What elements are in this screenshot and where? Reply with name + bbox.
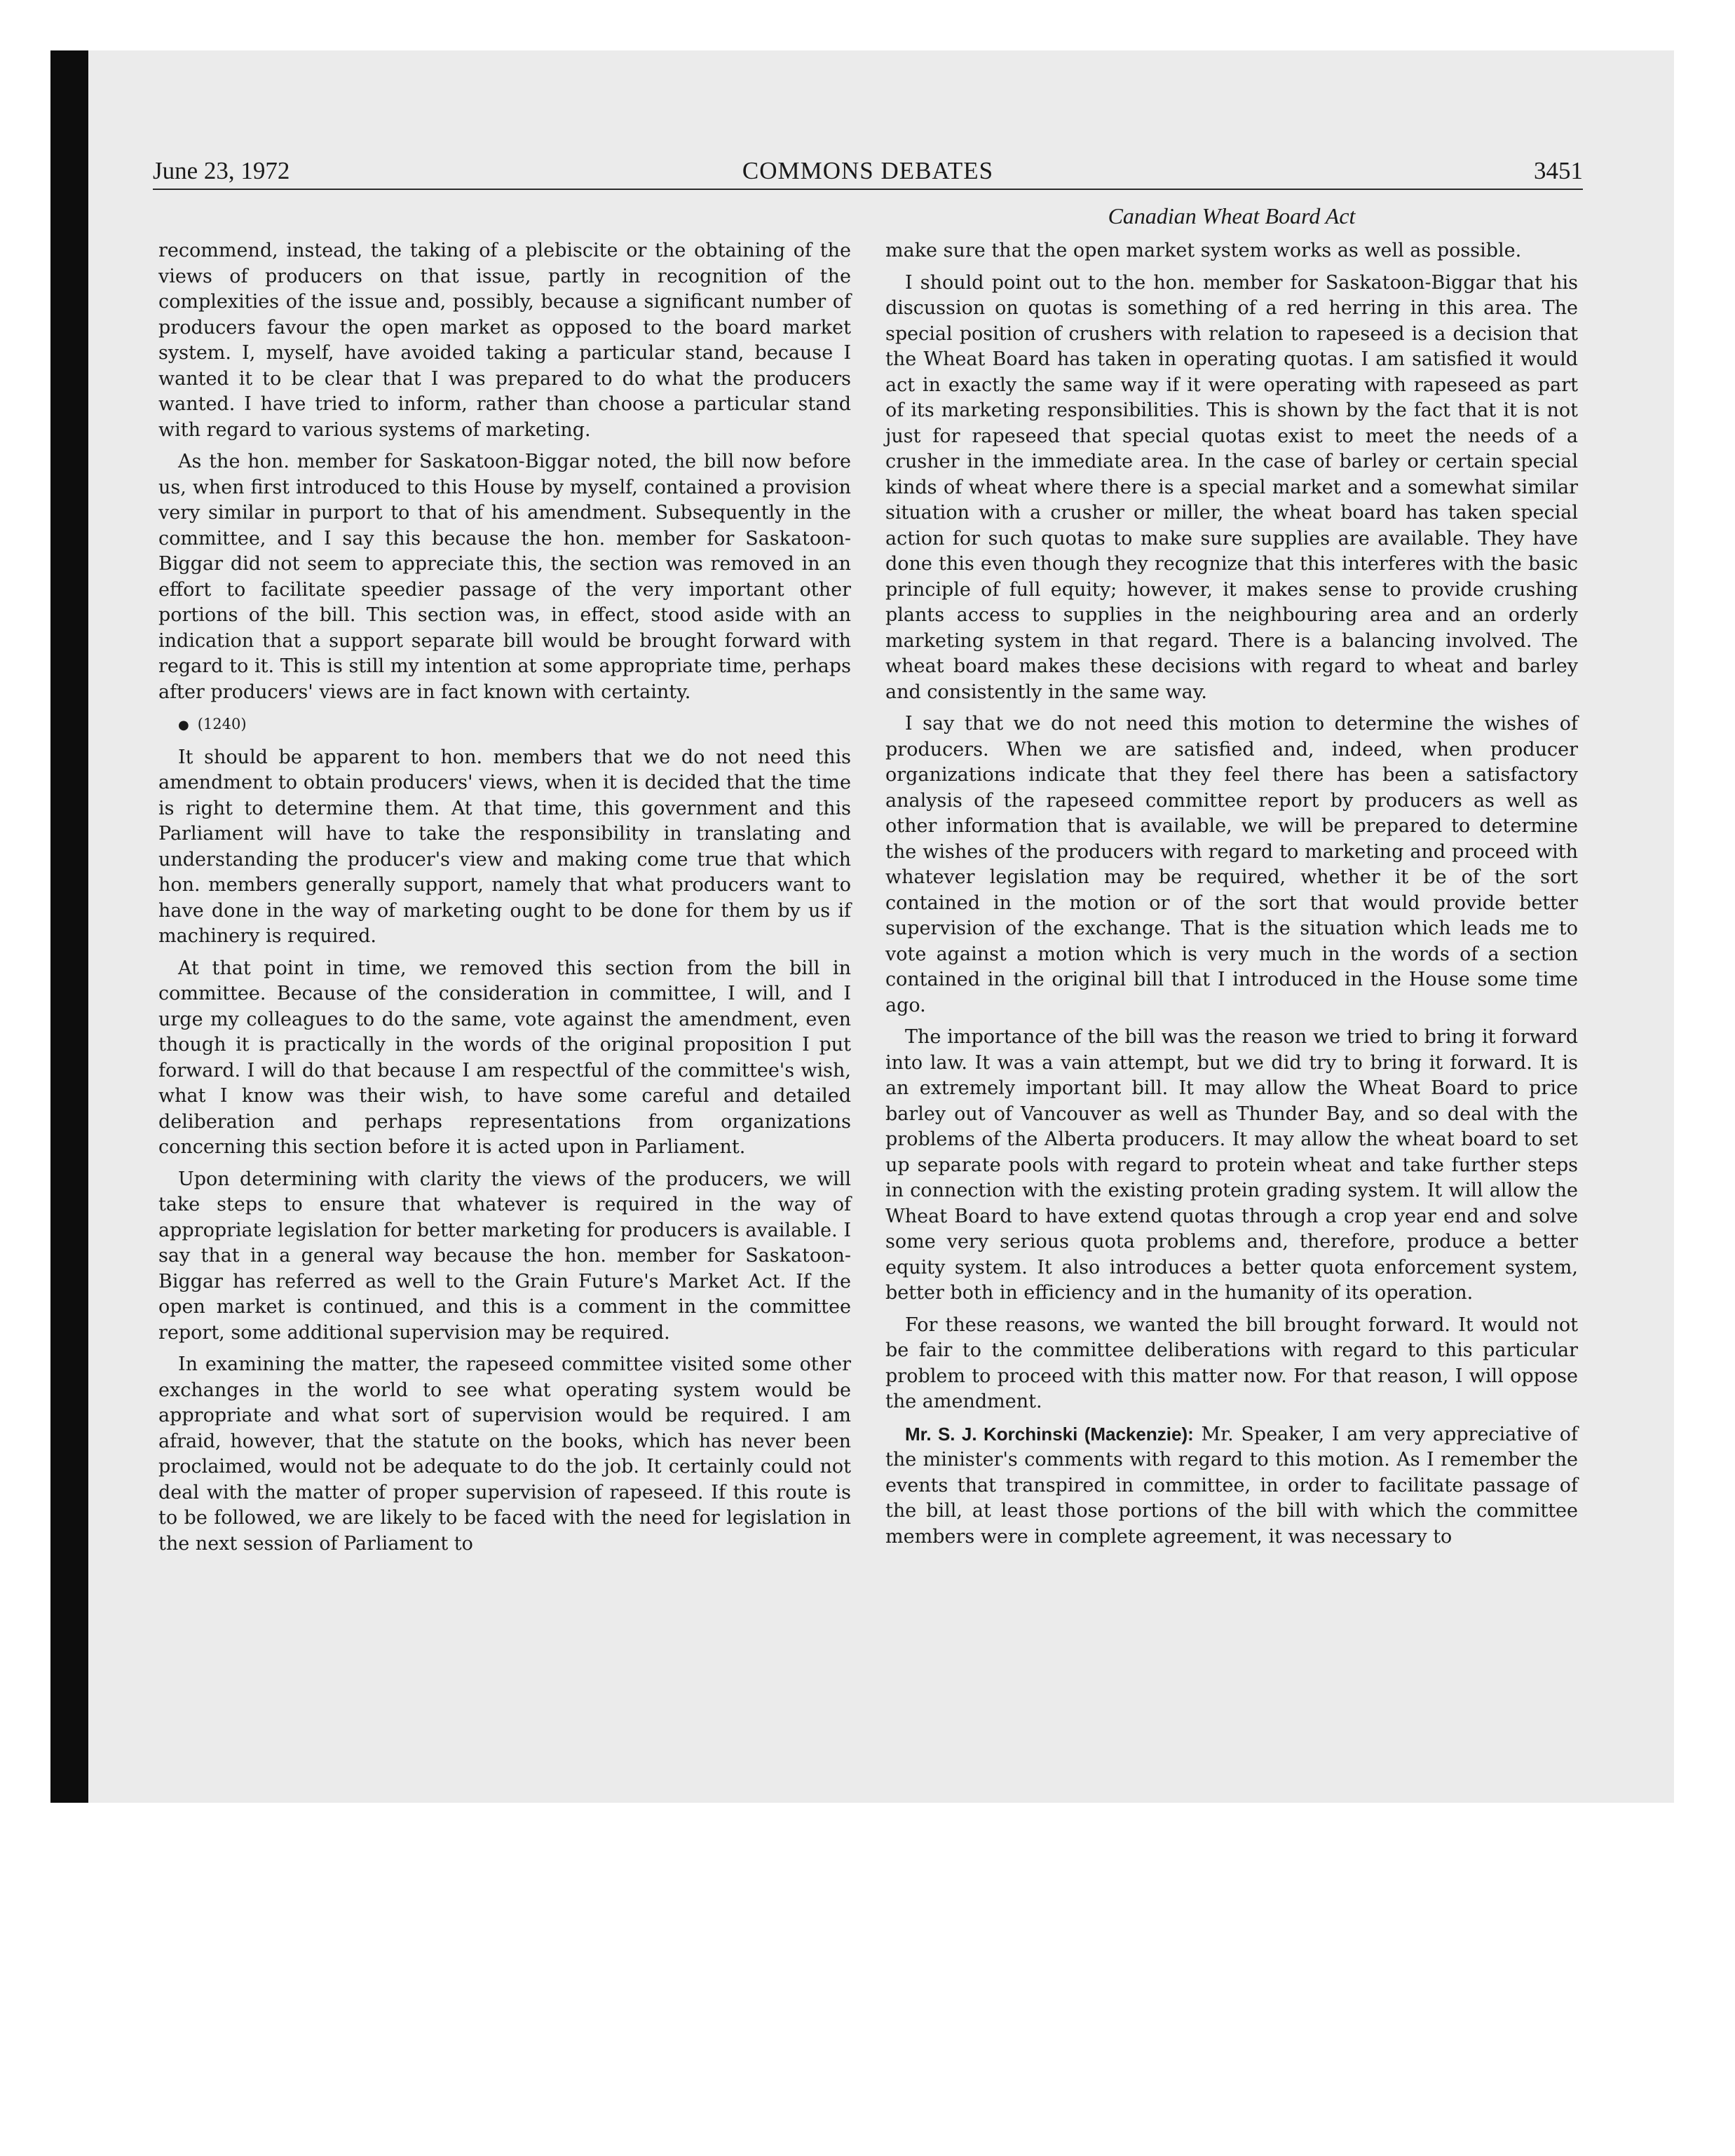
header-page-number: 3451 — [1534, 157, 1583, 184]
header-title: COMMONS DEBATES — [742, 157, 994, 184]
paragraph: The importance of the bill was the reason we tried to bring it forward into law. It was a vain attempt, but we did try to bring it forward. It is an extremely important bill. It may allow the Wheat Board to price barley out of Vancouver as well as Thunder Bay, and so deal with the problems of the Alberta producers. It may allow the wheat board to set up separate pools with regard to protein wheat and take further steps in connection with the existing protein grading system. It will allow the Wheat Board to have extend quotas through a crop year end and solve some very serious quota problems and, therefore, produce a better equity system. It also introduces a better quota enforcement system, better both in efficiency and in the humanity of its operation. — [885, 1026, 1578, 1304]
paragraph: For these reasons, we wanted the bill brought forward. It would not be fair to the committee deliberations with regard to this particular problem to proceed with this matter now. For that reason, I will oppose the amendment. — [885, 1314, 1578, 1412]
bullet-icon: ● — [178, 718, 189, 732]
paragraph: It should be apparent to hon. members that we do not need this amendment to obtain producers' views, when it is decided that the time is right to determine them. At that time, this government and this Parliament will have to take the responsibility in translating and understanding the producer's view and making come true that which hon. members generally support, namely that what producers want to have done in the way of marketing ought to be done for them by us if machinery is required. — [158, 746, 851, 947]
paragraph: In examining the matter, the rapeseed committee visited some other exchanges in the world to see what operating system would be appropriate and what sort of supervision would be required. I am afraid, however, that the statute on the books, which has never been proclaimed, would not be adequate to do the job. It certainly could not deal with the matter of proper supervision of rapeseed. If this route is to be followed, we are likely to be faced with the need for legislation in the next session of Parliament to — [158, 1353, 851, 1555]
time-stamp-label: (1240) — [197, 716, 247, 732]
paragraph: Upon determining with clarity the views of the producers, we will take steps to ensure that whatever is required in the way of appropriate legislation for better marketing for producers is available. I say that in a general way because the hon. member for Saskatoon-Biggar has referred as well to the Grain Future's Market Act. If the open market is continued, and this is a comment in the committee report, some additional supervision may be required. — [158, 1168, 851, 1344]
paragraph: I say that we do not need this motion to determine the wishes of producers. When we are satisfied and, indeed, when producer organizations indicate that they feel there has been a satisfactory analysis of the rapeseed committee report by producers as well as other information that is available, we will be prepared to determine the wishes of the producers with regard to marketing and proceed with whatever legislation may be required, whether it be of the sort contained in the motion or of the sort that would provide better supervision of the exchange. That is the situation which leads me to vote against a motion which is very much in the words of a section contained in the original bill that I introduced in the House some time ago. — [885, 713, 1578, 1016]
running-head — [153, 156, 1583, 190]
time-stamp — [158, 711, 851, 739]
right-column — [885, 238, 1578, 1556]
section-heading: Canadian Wheat Board Act — [1108, 203, 1356, 228]
paragraph: I should point out to the hon. member for Saskatoon-Biggar that his discussion on quotas is something of a red herring in this area. The special position of crushers with relation to rapeseed is a decision that the Wheat Board has taken in operating quotas. I am satisfied it would act in exactly the same way if it were operating with rapeseed as part of its marketing responsibilities. This is shown by the fact that it is not just for rapeseed that special quotas exist to meet the needs of a crusher in the immediate area. In the case of barley or certain special kinds of wheat where there is a special market and a somewhat similar situation with a crusher or miller, the wheat board has taken special action for such quotas to make sure supplies are available. They have done this even though they recognize that this interferes with the basic principle of full equity; however, it makes sense to provide crushing plants access to supplies in the neighbouring area and an orderly marketing system in that regard. There is a balancing involved. The wheat board makes these decisions with regard to wheat and barley and consistently in the same way. — [885, 271, 1578, 703]
paragraph: At that point in time, we removed this section from the bill in committee. Because of the consideration in committee, I will, and I urge my colleagues to do the same, vote against the amendment, even though it is practically in the words of the original proposition I put forward. I will do that because I am respectful of the committee's wish, what I know was their wish, to have some careful and detailed deliberation and perhaps representations from organizations concerning this section before it is acted upon in Parliament. — [158, 957, 851, 1158]
paragraph: As the hon. member for Saskatoon-Biggar noted, the bill now before us, when first introduced to this House by myself, contained a provision very similar in purport to that of his amendment. Subsequently in the committee, and I say this because the hon. member for Saskatoon-Biggar did not seem to appreciate this, the section was removed in an effort to facilitate speedier passage of the very important other portions of the bill. This section was, in effect, stood aside with an indication that a support separate bill would be brought forward with regard to it. This is still my intention at some appropriate time, perhaps after producers' views are in fact known with certainty. — [158, 451, 851, 703]
scan-edge — [50, 50, 88, 1803]
paragraph: recommend, instead, the taking of a plebiscite or the obtaining of the views of producers on that issue, partly in recognition of the complexities of the issue and, possibly, because a significant number of producers favour the open market as opposed to the board market system. I, myself, have avoided taking a particular stand, because I wanted it to be clear that I was prepared to do what the producers wanted. I have tried to inform, rather than choose a particular stand with regard to various systems of marketing. — [158, 240, 851, 441]
paragraph: make sure that the open market system works as well as possible. — [885, 240, 1522, 261]
left-column — [158, 238, 851, 1563]
document-page — [88, 50, 1674, 1803]
speech-paragraph — [885, 1421, 1578, 1550]
speaker-name: Mr. S. J. Korchinski (Mackenzie): — [905, 1423, 1194, 1445]
header-date: June 23, 1972 — [153, 157, 290, 184]
speech-text: Mr. Speaker, I am very appreciative of the minister's comments with regard to this motion. As I remember the events that transpired in committee, in order to facilitate passage of the bill, at least those portions of the bill with which the committee members were in complete agreement, it was necessary to — [885, 1423, 1578, 1548]
